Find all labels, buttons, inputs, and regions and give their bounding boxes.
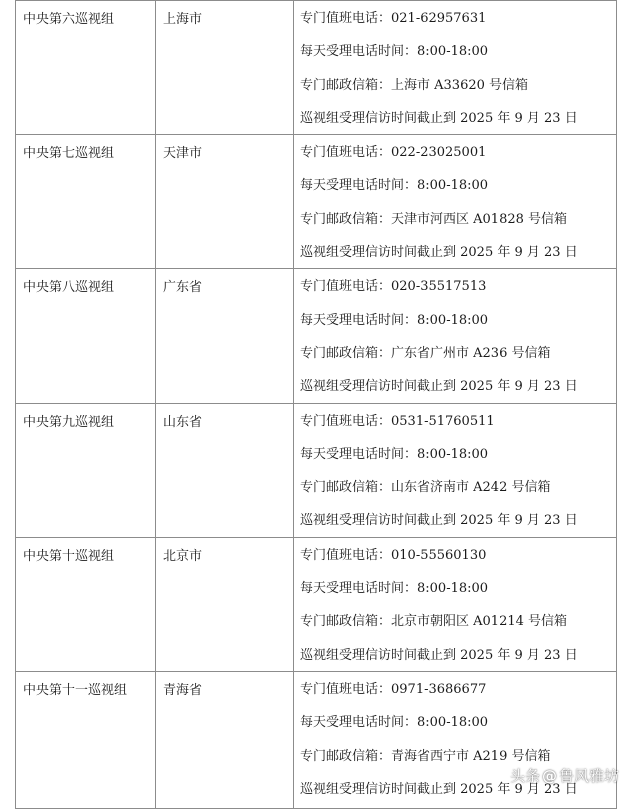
inspection-groups-table	[15, 0, 617, 809]
contact-cell	[294, 537, 617, 671]
group-cell	[16, 269, 156, 403]
region-cell	[156, 671, 294, 808]
petition-deadline: 巡视组受理信访时间截止到 2025 年 9 月 23 日	[300, 110, 578, 126]
region-name: 北京市	[163, 548, 203, 564]
duty-phone: 专门值班电话：022-23025001	[300, 145, 487, 161]
watermark-at: @	[541, 766, 557, 785]
region-cell	[156, 403, 294, 537]
duty-phone: 专门值班电话：021-62957631	[300, 11, 487, 26]
table-row	[16, 671, 617, 808]
region-name: 天津市	[163, 146, 203, 162]
group-cell	[16, 671, 156, 808]
group-cell	[16, 537, 156, 671]
region-cell	[156, 1, 294, 135]
contact-cell	[294, 1, 617, 135]
duty-phone: 专门值班电话：010-55560130	[300, 547, 487, 563]
group-name: 中央第六巡视组	[23, 12, 115, 27]
source-watermark	[510, 765, 619, 786]
group-name: 中央第八巡视组	[23, 280, 115, 296]
phone-hours: 每天受理电话时间：8:00-18:00	[300, 581, 489, 597]
contact-cell	[294, 403, 617, 537]
petition-deadline: 巡视组受理信访时间截止到 2025 年 9 月 23 日	[300, 245, 578, 261]
watermark-prefix: 头条	[509, 767, 540, 785]
postal-mailbox: 专门邮政信箱：天津市河西区 A01828 号信箱	[300, 211, 568, 227]
phone-hours: 每天受理电话时间：8:00-18:00	[300, 312, 489, 328]
duty-phone: 专门值班电话：0531-51760511	[300, 413, 495, 429]
region-name: 上海市	[163, 12, 203, 27]
contact-cell	[294, 135, 617, 269]
group-cell	[16, 403, 156, 537]
table-row	[16, 537, 617, 671]
duty-phone: 专门值班电话：020-35517513	[300, 279, 487, 295]
table-row	[16, 1, 617, 135]
postal-mailbox: 专门邮政信箱：山东省济南市 A242 号信箱	[300, 480, 551, 496]
group-name: 中央第十一巡视组	[23, 682, 128, 698]
postal-mailbox: 专门邮政信箱：广东省广州市 A236 号信箱	[300, 345, 551, 361]
region-cell	[156, 537, 294, 671]
petition-deadline: 巡视组受理信访时间截止到 2025 年 9 月 23 日	[300, 781, 578, 797]
duty-phone: 专门值班电话：0971-3686677	[300, 681, 487, 697]
postal-mailbox: 专门邮政信箱：上海市 A33620 号信箱	[300, 77, 529, 93]
postal-mailbox: 专门邮政信箱：青海省西宁市 A219 号信箱	[300, 748, 551, 764]
region-name: 广东省	[163, 280, 203, 296]
group-name: 中央第九巡视组	[23, 414, 115, 430]
watermark-handle: 鲁风雅坊	[558, 767, 619, 785]
table-row	[16, 269, 617, 403]
petition-deadline: 巡视组受理信访时间截止到 2025 年 9 月 23 日	[300, 379, 578, 395]
group-cell	[16, 1, 156, 135]
region-name: 山东省	[163, 414, 203, 430]
contact-cell	[294, 671, 617, 808]
postal-mailbox: 专门邮政信箱：北京市朝阳区 A01214 号信箱	[300, 614, 568, 630]
group-name: 中央第十巡视组	[23, 548, 115, 564]
region-cell	[156, 269, 294, 403]
phone-hours: 每天受理电话时间：8:00-18:00	[300, 178, 489, 194]
contact-cell	[294, 269, 617, 403]
phone-hours: 每天受理电话时间：8:00-18:00	[300, 44, 489, 60]
table-row	[16, 135, 617, 269]
phone-hours: 每天受理电话时间：8:00-18:00	[300, 715, 489, 731]
petition-deadline: 巡视组受理信访时间截止到 2025 年 9 月 23 日	[300, 647, 578, 663]
petition-deadline: 巡视组受理信访时间截止到 2025 年 9 月 23 日	[300, 513, 578, 529]
region-cell	[156, 135, 294, 269]
phone-hours: 每天受理电话时间：8:00-18:00	[300, 446, 489, 462]
group-name: 中央第七巡视组	[23, 146, 115, 162]
table-row	[16, 403, 617, 537]
region-name: 青海省	[163, 682, 203, 698]
group-cell	[16, 135, 156, 269]
